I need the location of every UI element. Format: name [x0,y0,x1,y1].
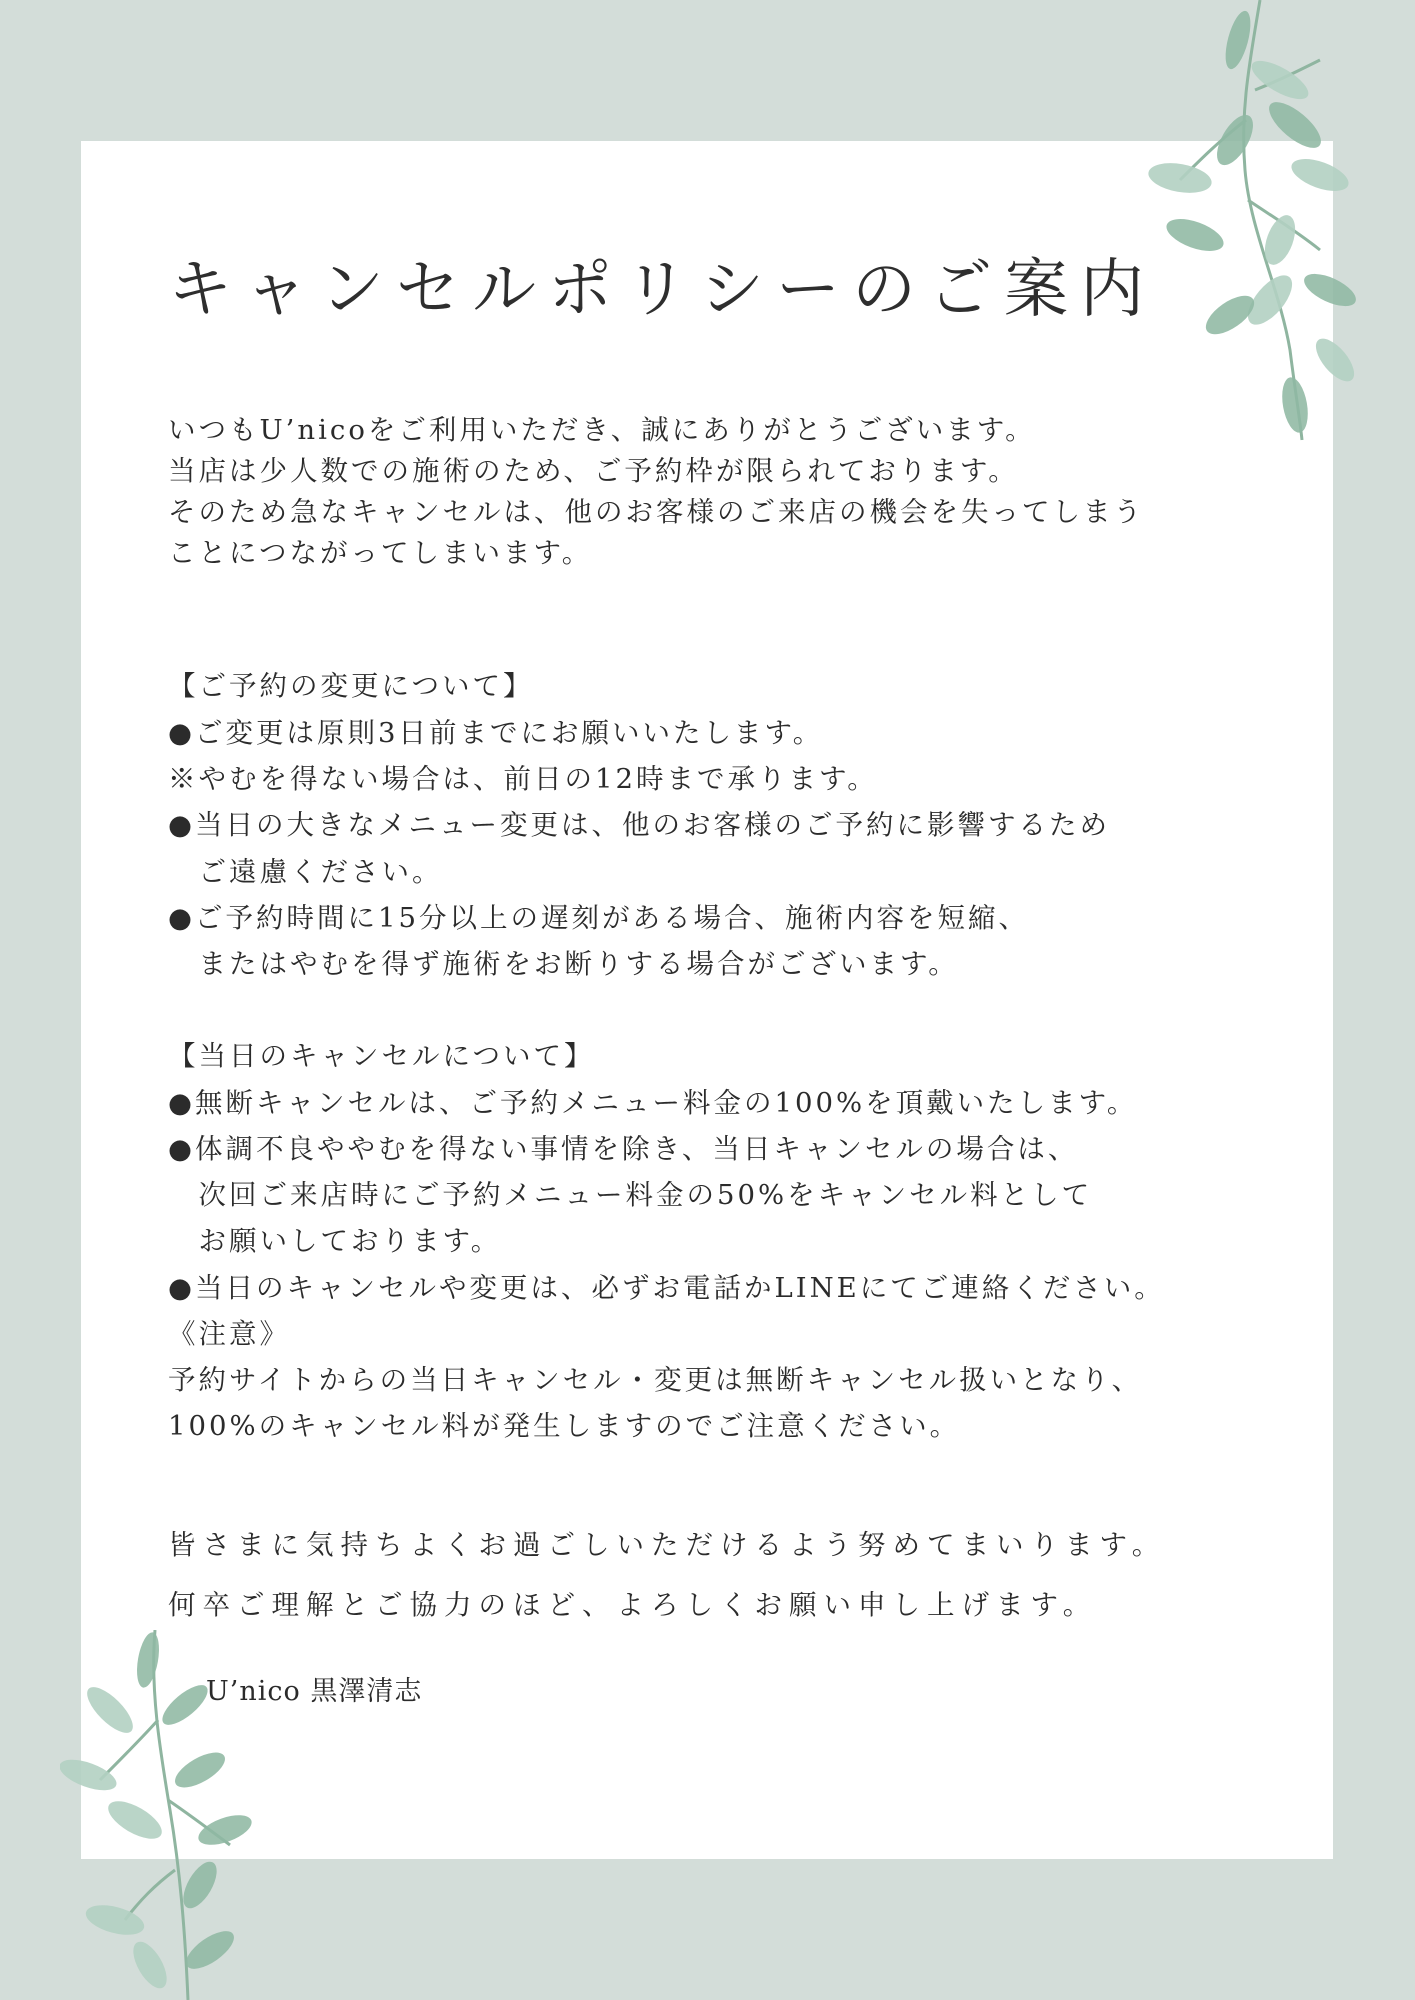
section-heading-cancel: 【当日のキャンセルについて】 [168,1040,595,1072]
cancel-line: ●無断キャンセルは、ご予約メニュー料金の100%を頂戴いたします。 [168,1087,1138,1119]
section-heading-change: 【ご予約の変更について】 [168,670,534,702]
intro-line: ことにつながってしまいます。 [168,537,593,569]
note-heading: 《注意》 [168,1318,290,1350]
cancel-line: お願いしております。 [168,1225,502,1257]
change-line: ※やむを得ない場合は、前日の12時まで承ります。 [168,763,878,795]
signature: U’nico 黒澤清志 [206,1676,423,1707]
change-line: ●ご変更は原則3日前までにお願いいたします。 [168,717,824,749]
note-line: 100%のキャンセル料が発生しますのでご注意ください。 [168,1410,961,1442]
closing-line: 何卒ご理解とご協力のほど、よろしくお願い申し上げます。 [168,1589,1098,1621]
leaf-branch-top-right-icon [1120,0,1360,450]
intro-line: 当店は少人数での施術のため、ご予約枠が限られております。 [168,455,1019,487]
page-title: キャンセルポリシーのご案内 [168,253,1156,327]
cancel-line: ●当日のキャンセルや変更は、必ずお電話かLINEにてご連絡ください。 [168,1272,1165,1304]
note-line: 予約サイトからの当日キャンセル・変更は無断キャンセル扱いとなり、 [168,1364,1143,1396]
intro-line: いつもU’nicoをご利用いただき、誠にありがとうございます。 [168,414,1036,446]
change-line: ●当日の大きなメニュー変更は、他のお客様のご予約に影響するため [168,809,1110,841]
change-line: ご遠慮ください。 [168,856,443,888]
cancel-line: ●体調不良ややむを得ない事情を除き、当日キャンセルの場合は、 [168,1133,1079,1165]
change-line: ●ご予約時間に15分以上の遅刻がある場合、施術内容を短縮、 [168,902,1029,934]
intro-line: そのため急なキャンセルは、他のお客様のご来店の機会を失ってしまう [168,496,1144,528]
closing-line: 皆さまに気持ちよくお過ごしいただけるよう努めてまいります。 [168,1529,1167,1561]
change-line: またはやむを得ず施術をお断りする場合がございます。 [168,948,959,980]
cancel-line: 次回ご来店時にご予約メニュー料金の50%をキャンセル料として [168,1179,1093,1211]
